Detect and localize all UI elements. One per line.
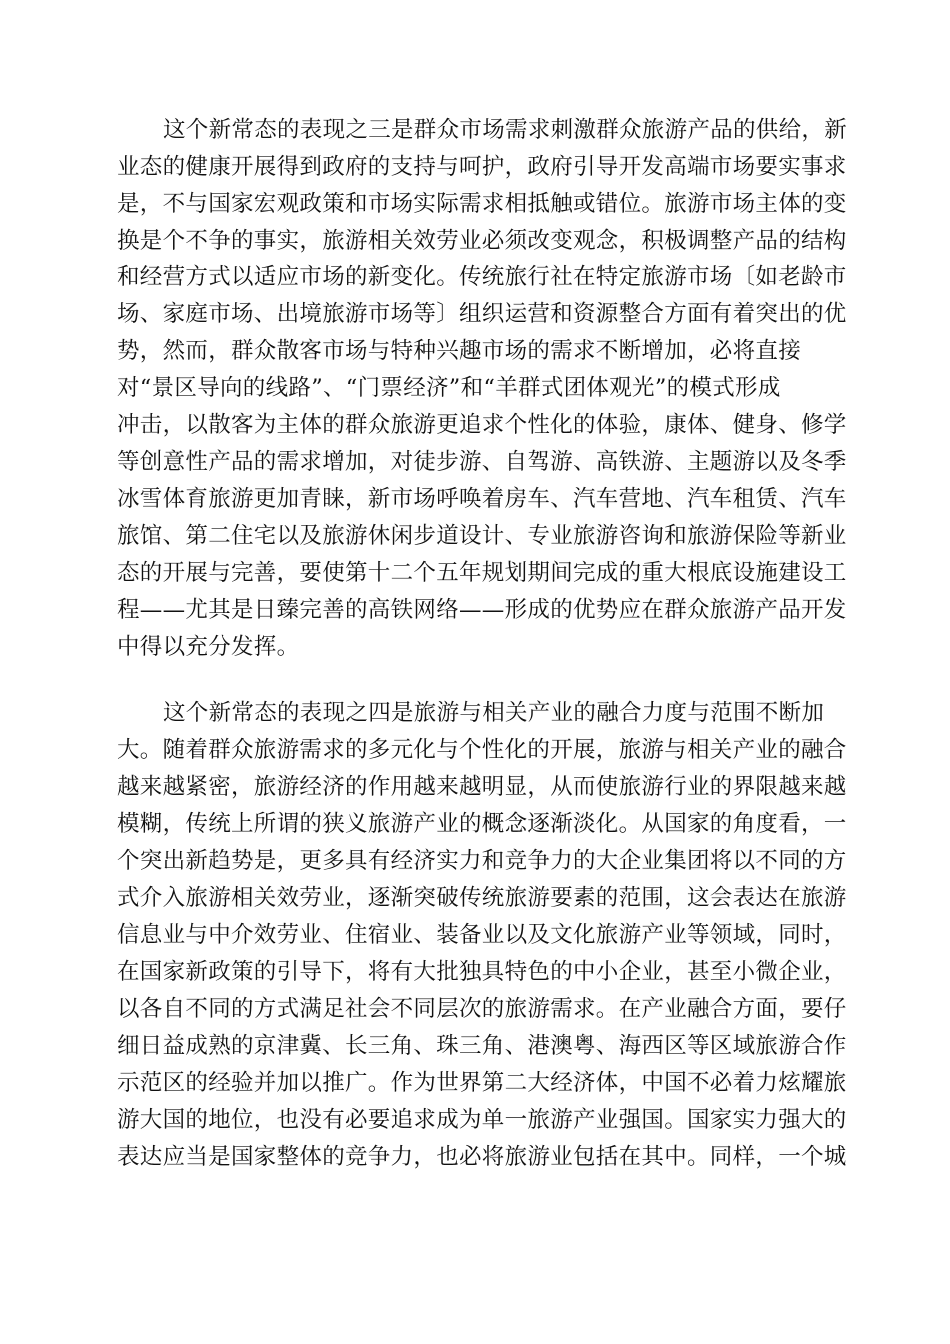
paragraph-1-line-1: 这个新常态的表现之三是群众市场需求刺激群众旅游产品的供给，新: [163, 117, 848, 143]
paragraph-2-line-5: 个突出新趋势是，更多具有经济实力和竞争力的大企业集团将以不同的方: [117, 848, 847, 874]
paragraph-1-line-9: 冲击，以散客为主体的群众旅游更追求个性化的体验，康体、健身、修学: [117, 412, 847, 438]
paragraph-2-line-4: 模糊，传统上所谓的狭义旅游产业的概念逐渐淡化。从国家的角度看，一: [117, 811, 847, 837]
paragraph-1-line-8: 对“景区导向的线路”、“门票经济”和“羊群式团体观光”的模式形成: [117, 375, 781, 401]
paragraph-1-line-11: 冰雪体育旅游更加青睐，新市场呼唤着房车、汽车营地、汽车租赁、汽车: [117, 486, 847, 512]
paragraph-2-line-8: 在国家新政策的引导下，将有大批独具特色的中小企业，甚至小微企业，: [117, 959, 847, 985]
paragraph-2-line-7: 信息业与中介效劳业、住宿业、装备业以及文化旅游产业等领域，同时，: [117, 922, 847, 948]
paragraph-1-line-3: 是，不与国家宏观政策和市场实际需求相抵触或错位。旅游市场主体的变: [117, 191, 847, 217]
paragraph-2-line-10: 细日益成熟的京津冀、长三角、珠三角、港澳粤、海西区等区域旅游合作: [117, 1033, 847, 1059]
paragraph-1-line-2: 业态的健康开展得到政府的支持与呵护，政府引导开发高端市场要实事求: [117, 154, 847, 180]
paragraph-1-line-7: 势，然而，群众散客市场与特种兴趣市场的需求不断增加，必将直接: [117, 338, 802, 364]
paragraph-1-line-12: 旅馆、第二住宅以及旅游休闲步道设计、专业旅游咨询和旅游保险等新业: [117, 523, 847, 549]
paragraph-1-line-10: 等创意性产品的需求增加，对徒步游、自驾游、高铁游、主题游以及冬季: [117, 449, 847, 475]
paragraph-1-line-6: 场、家庭市场、出境旅游市场等〕组织运营和资源整合方面有着突出的优: [117, 301, 847, 327]
paragraph-2-line-2: 大。随着群众旅游需求的多元化与个性化的开展，旅游与相关产业的融合: [117, 737, 847, 763]
paragraph-1-line-14: 程——尤其是日臻完善的高铁网络——形成的优势应在群众旅游产品开发: [117, 597, 847, 623]
paragraph-1-line-15: 中得以充分发挥。: [117, 634, 300, 660]
paragraph-1-line-13: 态的开展与完善，要使第十二个五年规划期间完成的重大根底设施建设工: [117, 560, 847, 586]
paragraph-2-line-12: 游大国的地位，也没有必要追求成为单一旅游产业强国。国家实力强大的: [117, 1107, 847, 1133]
paragraph-1-line-5: 和经营方式以适应市场的新变化。传统旅行社在特定旅游市场〔如老龄市: [117, 264, 847, 290]
paragraph-2-line-11: 示范区的经验并加以推广。作为世界第二大经济体，中国不必着力炫耀旅: [117, 1070, 847, 1096]
paragraph-2-line-3: 越来越紧密，旅游经济的作用越来越明显，从而使旅游行业的界限越来越: [117, 774, 847, 800]
paragraph-2-line-6: 式介入旅游相关效劳业，逐渐突破传统旅游要素的范围，这会表达在旅游: [117, 885, 847, 911]
paragraph-1-line-4: 换是个不争的事实，旅游相关效劳业必须改变观念，积极调整产品的结构: [117, 228, 847, 254]
paragraph-2-line-9: 以各自不同的方式满足社会不同层次的旅游需求。在产业融合方面，要仔: [117, 996, 847, 1022]
paragraph-2-line-13: 表达应当是国家整体的竞争力，也必将旅游业包括在其中。同样，一个城: [117, 1144, 847, 1170]
paragraph-2-line-1: 这个新常态的表现之四是旅游与相关产业的融合力度与范围不断加: [163, 700, 825, 726]
